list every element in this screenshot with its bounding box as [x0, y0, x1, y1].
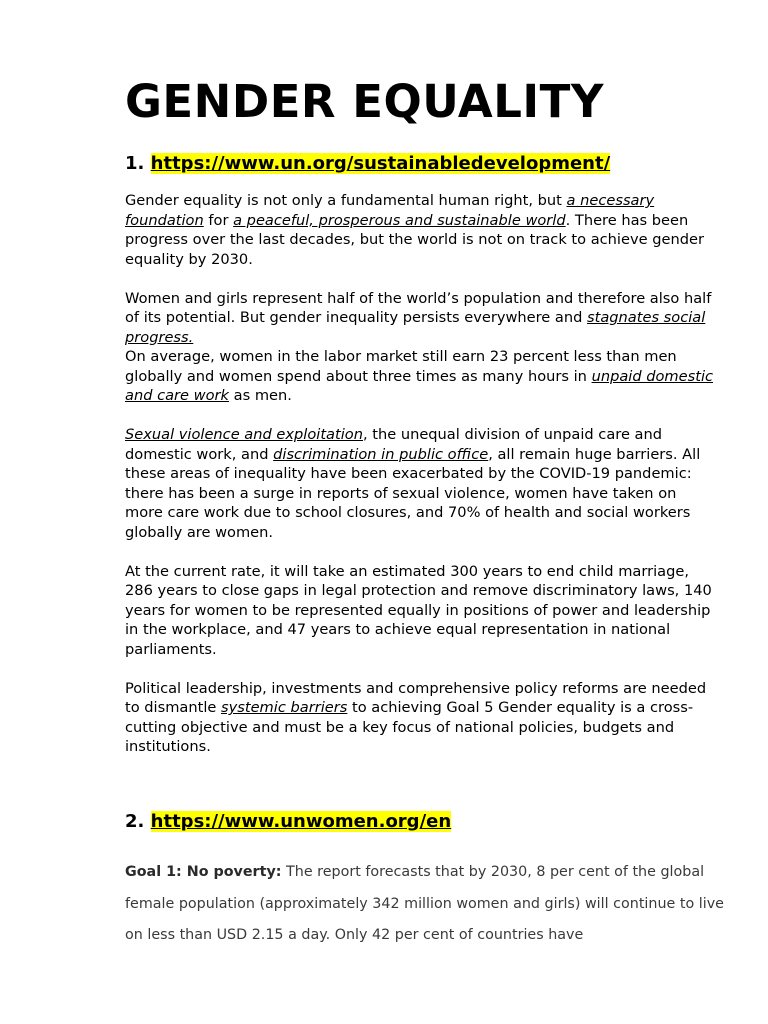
paragraph	[125, 289, 715, 348]
goal-paragraph	[125, 857, 725, 952]
paragraph	[125, 191, 715, 269]
text-run: to achieving Goal 5 Gender equality is a cross-cutting objective and must be a key focus of national policies, budgets and institutions.	[125, 699, 694, 755]
text-run: Gender equality is not only a fundamental human right, but	[125, 192, 567, 209]
paragraph	[125, 347, 715, 406]
text-run: Women and girls represent half of the world’s population and therefore also half of its potential. But gender inequality persists everywhere and	[125, 289, 712, 326]
text-run: On average, women in the labor market still earn 23 percent less than men globally and women spend about three times as many hours in	[125, 348, 677, 385]
section-link-un[interactable]: https://www.un.org/sustainabledevelopment/	[150, 153, 611, 174]
emphasis-text: discrimination in public office	[273, 445, 489, 463]
text-run: for	[203, 211, 234, 229]
emphasis-text: unpaid domestic and care work	[125, 367, 714, 404]
section-heading-2	[125, 810, 451, 834]
paragraph	[125, 679, 715, 757]
text-run: Political leadership, investments and comprehensive policy reforms are needed to dismantle	[125, 679, 707, 716]
text-run: . There has been progress over the last decades, but the world is not on track to achieve gender equality by 2030.	[125, 211, 704, 268]
page-title: GENDER EQUALITY	[125, 75, 604, 128]
goal-label: Goal 1: No poverty:	[125, 864, 282, 880]
text-run: , all remain huge barriers. All these areas of inequality have been exacerbated by the COVID-19 pandemic: there has been a surge in reports of sexual violence, women have taken on more care work due to school closures, and 70% of health and social workers globally are women.	[125, 445, 701, 541]
emphasis-text: stagnates social progress.	[125, 309, 706, 346]
section-2-body	[125, 857, 725, 952]
text-run: At the current rate, it will take an estimated 300 years to end child marriage, 286 years to close gaps in legal protection and remove discriminatory laws, 140 years for women to be represented equally in positions of power and leadership in the workplace, and 47 years to achieve equal representation in national parliaments.	[125, 562, 712, 658]
section-link-unwomen[interactable]: https://www.unwomen.org/en	[150, 811, 452, 832]
section-heading-1	[125, 152, 610, 176]
emphasis-text: a peaceful, prosperous and sustainable world	[233, 211, 566, 229]
paragraph	[125, 425, 715, 542]
text-run: as men.	[229, 387, 292, 404]
emphasis-text: Sexual violence and exploitation	[125, 426, 363, 443]
goal-text: The report forecasts that by 2030, 8 per cent of the global female population (approximately 342 million women and girls) will continue to live on less than USD 2.15 a day. Only 42 per cent of countries have	[125, 864, 724, 943]
paragraph	[125, 562, 715, 660]
emphasis-text: systemic barriers	[221, 699, 348, 716]
section-number: 1.	[125, 153, 145, 174]
text-run: , the unequal division of unpaid care and domestic work, and	[125, 426, 663, 463]
emphasis-text: a necessary foundation	[125, 192, 655, 229]
section-number: 2.	[125, 811, 145, 832]
section-1-body	[125, 191, 715, 757]
